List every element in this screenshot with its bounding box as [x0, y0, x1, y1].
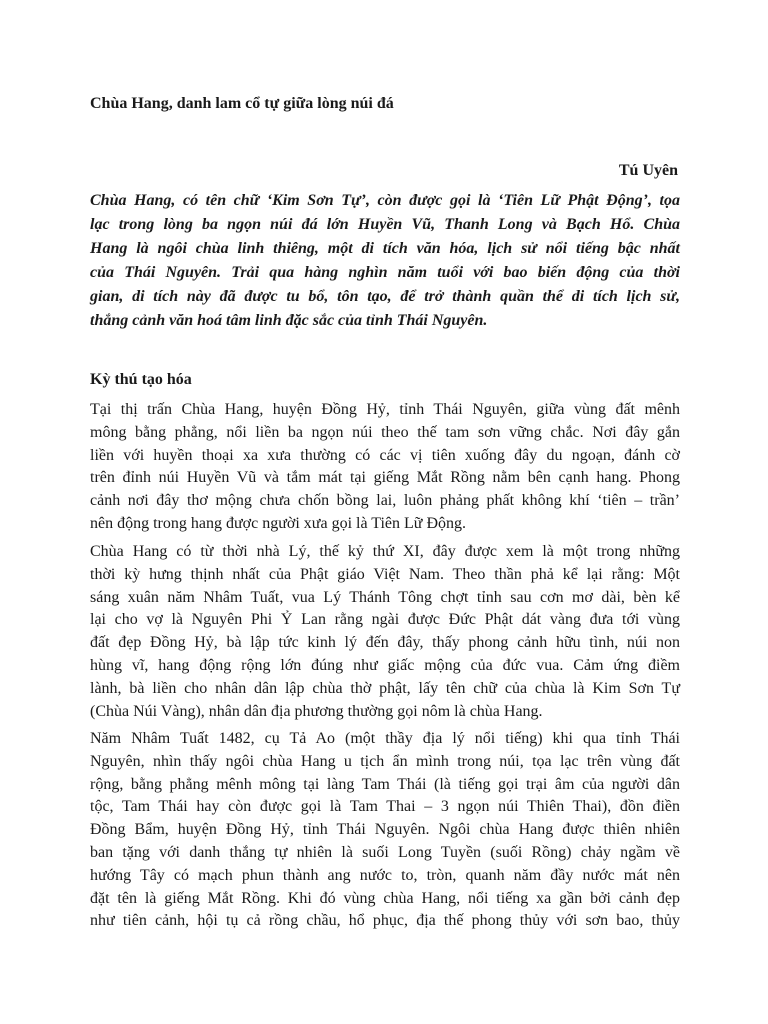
document-title: Chùa Hang, danh lam cổ tự giữa lòng núi đá: [90, 95, 394, 112]
paragraph-line: cảnh nơi đây thơ mộng chưa chốn bồng lai, luôn phảng phất không khí ‘tiên – trần’: [90, 492, 680, 510]
paragraph-line: tộc, Tam Thái hay còn được gọi là Tam Thai – 3 ngọn núi Thiên Thai), đồn điền: [90, 798, 680, 816]
paragraph-line: (Chùa Núi Vàng), nhân dân địa phương thường gọi nôm là chùa Hang.: [90, 702, 543, 720]
paragraph-line: Nguyên, nhìn thấy ngôi chùa Hang u tịch ẩn mình trong núi, tọa lạc trên vùng đất: [90, 752, 680, 770]
abstract-line: của Thái Nguyên. Trải qua hàng nghìn năm tuổi với bao biến động của thời: [90, 264, 680, 281]
abstract-line: Hang là ngôi chùa linh thiêng, một di tích văn hóa, lịch sử nổi tiếng bậc nhất: [90, 240, 680, 257]
body-paragraph-3: [90, 728, 680, 933]
paragraph-line: trên đỉnh núi Huyền Vũ và tắm mát tại giếng Mắt Rồng nằm bên cạnh hang. Phong: [90, 469, 680, 487]
paragraph-line: hướng Tây có mạch phun thành ang nước to, tròn, quanh năm đầy nước mát nên: [90, 866, 680, 884]
paragraph-line: mông bằng phẳng, nổi liền ba ngọn núi theo thế tam sơn vững chắc. Nơi đây gắn: [90, 423, 680, 441]
section-heading: Kỳ thú tạo hóa: [90, 371, 192, 388]
paragraph-line: đất đẹp Đồng Hỷ, bà lập tức kinh lý đến đây, thấy phong cảnh hữu tình, núi non: [90, 634, 680, 652]
paragraph-line: đặt tên là giếng Mắt Rồng. Khi đó vùng chùa Hang, nổi tiếng xa gần bởi cảnh đẹp: [90, 889, 680, 907]
paragraph-line: Năm Nhâm Tuất 1482, cụ Tả Ao (một thầy địa lý nổi tiếng) khi qua tỉnh Thái: [90, 730, 680, 747]
paragraph-line: như tiên cảnh, hội tụ cả rồng chầu, hổ phục, địa thế phong thủy với sơn bao, thủy: [90, 912, 680, 930]
paragraph-line: lại cho vợ là Nguyên Phi Ỷ Lan rằng ngài được Đức Phật dát vàng đưa tới vùng: [90, 611, 680, 629]
abstract-line: Chùa Hang, có tên chữ ‘Kim Sơn Tự’, còn được gọi là ‘Tiên Lữ Phật Động’, tọa: [90, 192, 680, 209]
abstract-paragraph: [90, 189, 680, 333]
paragraph-line: Tại thị trấn Chùa Hang, huyện Đồng Hỷ, tỉnh Thái Nguyên, giữa vùng đất mênh: [90, 401, 680, 418]
abstract-line: gian, di tích này đã được tu bổ, tôn tạo, để trở thành quần thể di tích lịch sử,: [90, 288, 680, 305]
body-paragraph-2: [90, 541, 680, 723]
paragraph-line: sáng xuân năm Nhâm Tuất, vua Lý Thánh Tông chợt tỉnh sau cơn mơ dài, bèn kể: [90, 588, 680, 606]
abstract-line: thắng cảnh văn hoá tâm linh đặc sắc của tỉnh Thái Nguyên.: [90, 312, 488, 329]
author-name: Tú Uyên: [618, 162, 678, 179]
abstract-line: lạc trong lòng ba ngọn núi đá lớn Huyền Vũ, Thanh Long và Bạch Hổ. Chùa: [90, 216, 680, 233]
paragraph-line: liền với huyền thoại xa xưa thường có các vị tiên xuống đây du ngoạn, đánh cờ: [90, 446, 680, 464]
paragraph-line: thời kỳ hưng thịnh nhất của Phật giáo Việt Nam. Theo thần phả kể lại rằng: Một: [90, 565, 680, 583]
paragraph-line: nên động trong hang được người xưa gọi là Tiên Lữ Động.: [90, 514, 467, 532]
paragraph-line: rộng, bằng phẳng mênh mông tại làng Tam Thái (là tiếng gọi trại âm của người dân: [90, 775, 680, 793]
body-paragraph-1: [90, 399, 680, 536]
paragraph-line: Chùa Hang có từ thời nhà Lý, thế kỷ thứ XI, đây được xem là một trong những: [90, 543, 680, 560]
paragraph-line: Đồng Bẩm, huyện Đồng Hỷ, tỉnh Thái Nguyên. Ngôi chùa Hang được thiên nhiên: [90, 821, 680, 839]
paragraph-line: lành, bà liền cho nhân dân lập chùa thờ phật, lấy tên chữ của chùa là Kim Sơn Tự: [90, 679, 680, 697]
paragraph-line: hùng vĩ, hang động rộng lớn đúng như giấc mộng của đức vua. Cảm ứng điềm: [90, 656, 680, 674]
paragraph-line: ban tặng với danh thắng tự nhiên là suối Long Tuyền (suối Rồng) chảy ngầm về: [90, 843, 680, 861]
